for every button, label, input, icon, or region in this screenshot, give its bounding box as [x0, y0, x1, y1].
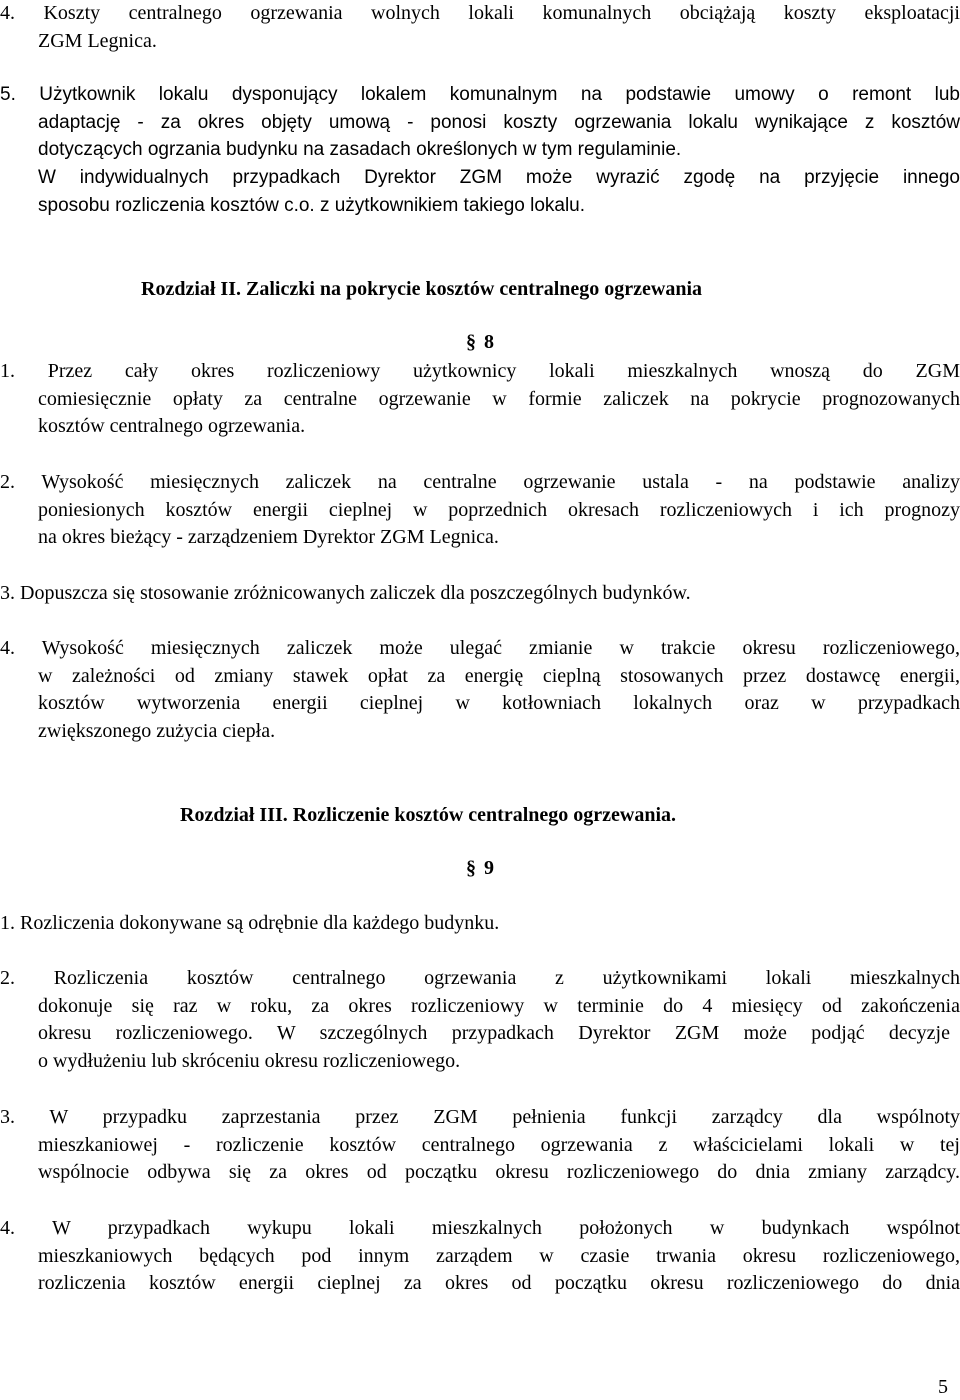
paragraph-ch2-3	[0, 580, 960, 608]
text-line: o wydłużeniu lub skróceniu okresu rozliczeniowego.	[38, 1050, 461, 1073]
paragraph-ch3-2	[0, 965, 960, 1076]
text-line: 4. W przypadkach wykupu lokali mieszkalnych położonych w budynkach wspólnot	[0, 1217, 960, 1239]
text-line: kosztów wytworzenia energii cieplnej w kotłowniach lokalnych oraz w przypadkach	[38, 692, 960, 715]
text-line: dotyczących ogrzania budynku na zasadach określonych w tym regulaminie.	[38, 139, 682, 161]
section-number: 8	[484, 331, 494, 353]
section-symbol: §	[466, 331, 476, 353]
paragraph-ch2-2	[0, 469, 960, 552]
text-line: okresu rozliczeniowego. W szczególnych przypadkach Dyrektor ZGM może podjąć decyzje	[38, 1022, 950, 1045]
text-line: na okres bieżący - zarządzeniem Dyrektor ZGM Legnica.	[38, 526, 499, 549]
text-line: rozliczenia kosztów energii cieplnej za okres od początku okresu rozliczeniowego do dnia	[38, 1272, 960, 1295]
text-line: ZGM Legnica.	[38, 29, 157, 52]
text-line: 2. Wysokość miesięcznych zaliczek na centralne ogrzewanie ustala - na podstawie analizy	[0, 471, 960, 493]
text-line: wspólnocie odbywa się za okres od początku okresu rozliczeniowego do dnia zmiany zarządcy.	[38, 1161, 960, 1184]
text-line: 2. Rozliczenia kosztów centralnego ogrzewania z użytkownikami lokali mieszkalnych	[0, 967, 960, 989]
text-line: 1. Przez cały okres rozliczeniowy użytkownicy lokali mieszkalnych wnoszą do ZGM	[0, 360, 960, 382]
text-line: 3. Dopuszcza się stosowanie zróżnicowanych zaliczek dla poszczególnych budynków.	[0, 582, 691, 604]
paragraph-ch3-3	[0, 1104, 960, 1187]
text-line: kosztów centralnego ogrzewania.	[38, 415, 306, 438]
paragraph-intro-5	[0, 81, 960, 164]
paragraph-ch2-4	[0, 635, 960, 746]
text-line: 5. Użytkownik lokalu dysponujący lokalem komunalnym na podstawie umowy o remont lub	[0, 84, 960, 105]
text-line: w zależności od zmiany stawek opłat za energię cieplną stosowanych przez dostawcę energii,	[38, 664, 960, 687]
text-line: mieszkaniowych będących pod innym zarządem w czasie trwania okresu rozliczeniowego,	[38, 1244, 960, 1267]
paragraph-ch3-1	[0, 910, 960, 938]
paragraph-ch3-4	[0, 1215, 960, 1298]
chapter-2-title: Rozdział II. Zaliczki na pokrycie kosztów centralnego ogrzewania	[141, 278, 703, 300]
page-number: 5	[938, 1376, 948, 1398]
text-line: adaptację - za okres objęty umową - ponosi koszty ogrzewania lokalu wynikające z kosztów	[38, 111, 960, 133]
text-line: 1. Rozliczenia dokonywane są odrębnie dla każdego budynku.	[0, 912, 500, 934]
text-line: 3. W przypadku zaprzestania przez ZGM pełnienia funkcji zarządcy dla wspólnoty	[0, 1106, 960, 1128]
paragraph-intro-4	[0, 0, 960, 55]
text-line: zwiększonego zużycia ciepła.	[38, 720, 276, 743]
text-line: mieszkaniowej - rozliczenie kosztów centralnego ogrzewania z właścicielami lokali w tej	[38, 1133, 960, 1156]
text-line: poniesionych kosztów energii cieplnej w poprzednich okresach rozliczeniowych i ich prognozy	[38, 498, 960, 521]
text-line: 4. Koszty centralnego ogrzewania wolnych lokali komunalnych obciążają koszty eksploatacji	[0, 2, 960, 24]
paragraph-ch2-1	[0, 358, 960, 441]
text-line: dokonuje się raz w roku, za okres rozliczeniowy w terminie do 4 miesięcy od zakończenia	[38, 994, 960, 1017]
paragraph-intro-5b	[0, 164, 960, 219]
section-number: 9	[484, 857, 494, 879]
text-line: comiesięcznie opłaty za centralne ogrzewanie w formie zaliczek na pokrycie prognozowanych	[38, 387, 960, 410]
chapter-3-title: Rozdział III. Rozliczenie kosztów centralnego ogrzewania.	[180, 804, 677, 826]
text-line: sposobu rozliczenia kosztów c.o. z użytkownikiem takiego lokalu.	[38, 194, 586, 216]
text-line: 4. Wysokość miesięcznych zaliczek może ulegać zmianie w trakcie okresu rozliczeniowego,	[0, 637, 960, 659]
text-line: W indywidualnych przypadkach Dyrektor ZGM może wyrazić zgodę na przyjęcie innego	[38, 167, 960, 188]
section-symbol: §	[466, 857, 476, 879]
